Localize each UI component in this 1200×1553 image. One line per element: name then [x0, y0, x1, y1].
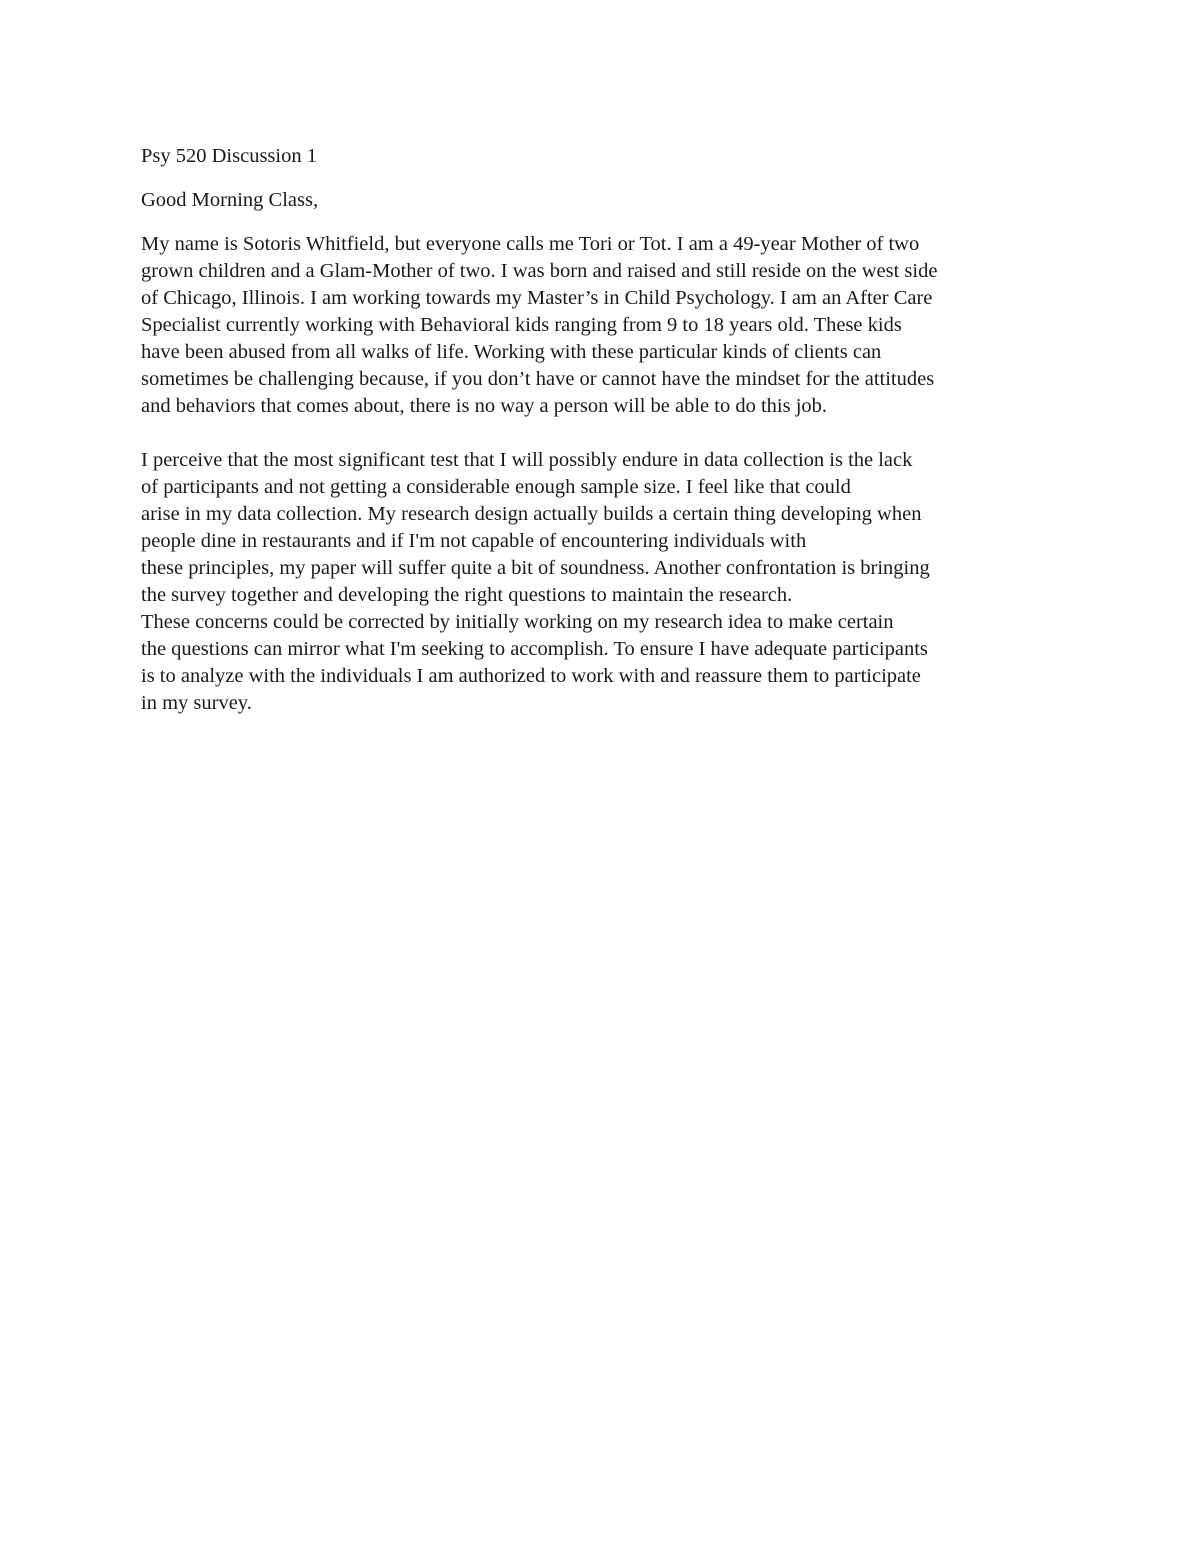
greeting: Good Morning Class,	[141, 189, 319, 211]
paragraph-line: of Chicago, Illinois. I am working towards my Master’s in Child Psychology. I am an After Care	[141, 287, 933, 309]
document-title: Psy 520 Discussion 1	[141, 145, 317, 167]
paragraph-line: people dine in restaurants and if I'm not capable of encountering individuals with	[141, 530, 807, 552]
paragraph-line: My name is Sotoris Whitfield, but everyone calls me Tori or Tot. I am a 49-year Mother of two	[141, 233, 920, 255]
paragraph-line: arise in my data collection. My research design actually builds a certain thing developing when	[141, 503, 922, 525]
paragraph-line: is to analyze with the individuals I am authorized to work with and reassure them to participate	[141, 665, 921, 687]
paragraph-line: and behaviors that comes about, there is no way a person will be able to do this job.	[141, 395, 828, 417]
paragraph-line: have been abused from all walks of life. Working with these particular kinds of clients can	[141, 341, 882, 363]
paragraph-line: Specialist currently working with Behavioral kids ranging from 9 to 18 years old. These kids	[141, 314, 902, 336]
paragraph-line: These concerns could be corrected by initially working on my research idea to make certain	[141, 611, 894, 633]
paragraph-line: grown children and a Glam-Mother of two. I was born and raised and still reside on the west side	[141, 260, 938, 282]
paragraph-line: the survey together and developing the right questions to maintain the research.	[141, 584, 793, 606]
paragraph-line: the questions can mirror what I'm seeking to accomplish. To ensure I have adequate participants	[141, 638, 928, 660]
paragraph-intro	[141, 231, 1081, 420]
paragraph-line: I perceive that the most significant test that I will possibly endure in data collection is the lack	[141, 449, 913, 471]
paragraph-data-collection	[141, 447, 1081, 717]
document-body	[141, 143, 1081, 717]
paragraph-line: of participants and not getting a considerable enough sample size. I feel like that could	[141, 476, 851, 498]
paragraph-line: in my survey.	[141, 692, 252, 714]
paragraph-line: these principles, my paper will suffer quite a bit of soundness. Another confrontation is bringing	[141, 557, 930, 579]
paragraph-line: sometimes be challenging because, if you don’t have or cannot have the mindset for the attitudes	[141, 368, 935, 390]
